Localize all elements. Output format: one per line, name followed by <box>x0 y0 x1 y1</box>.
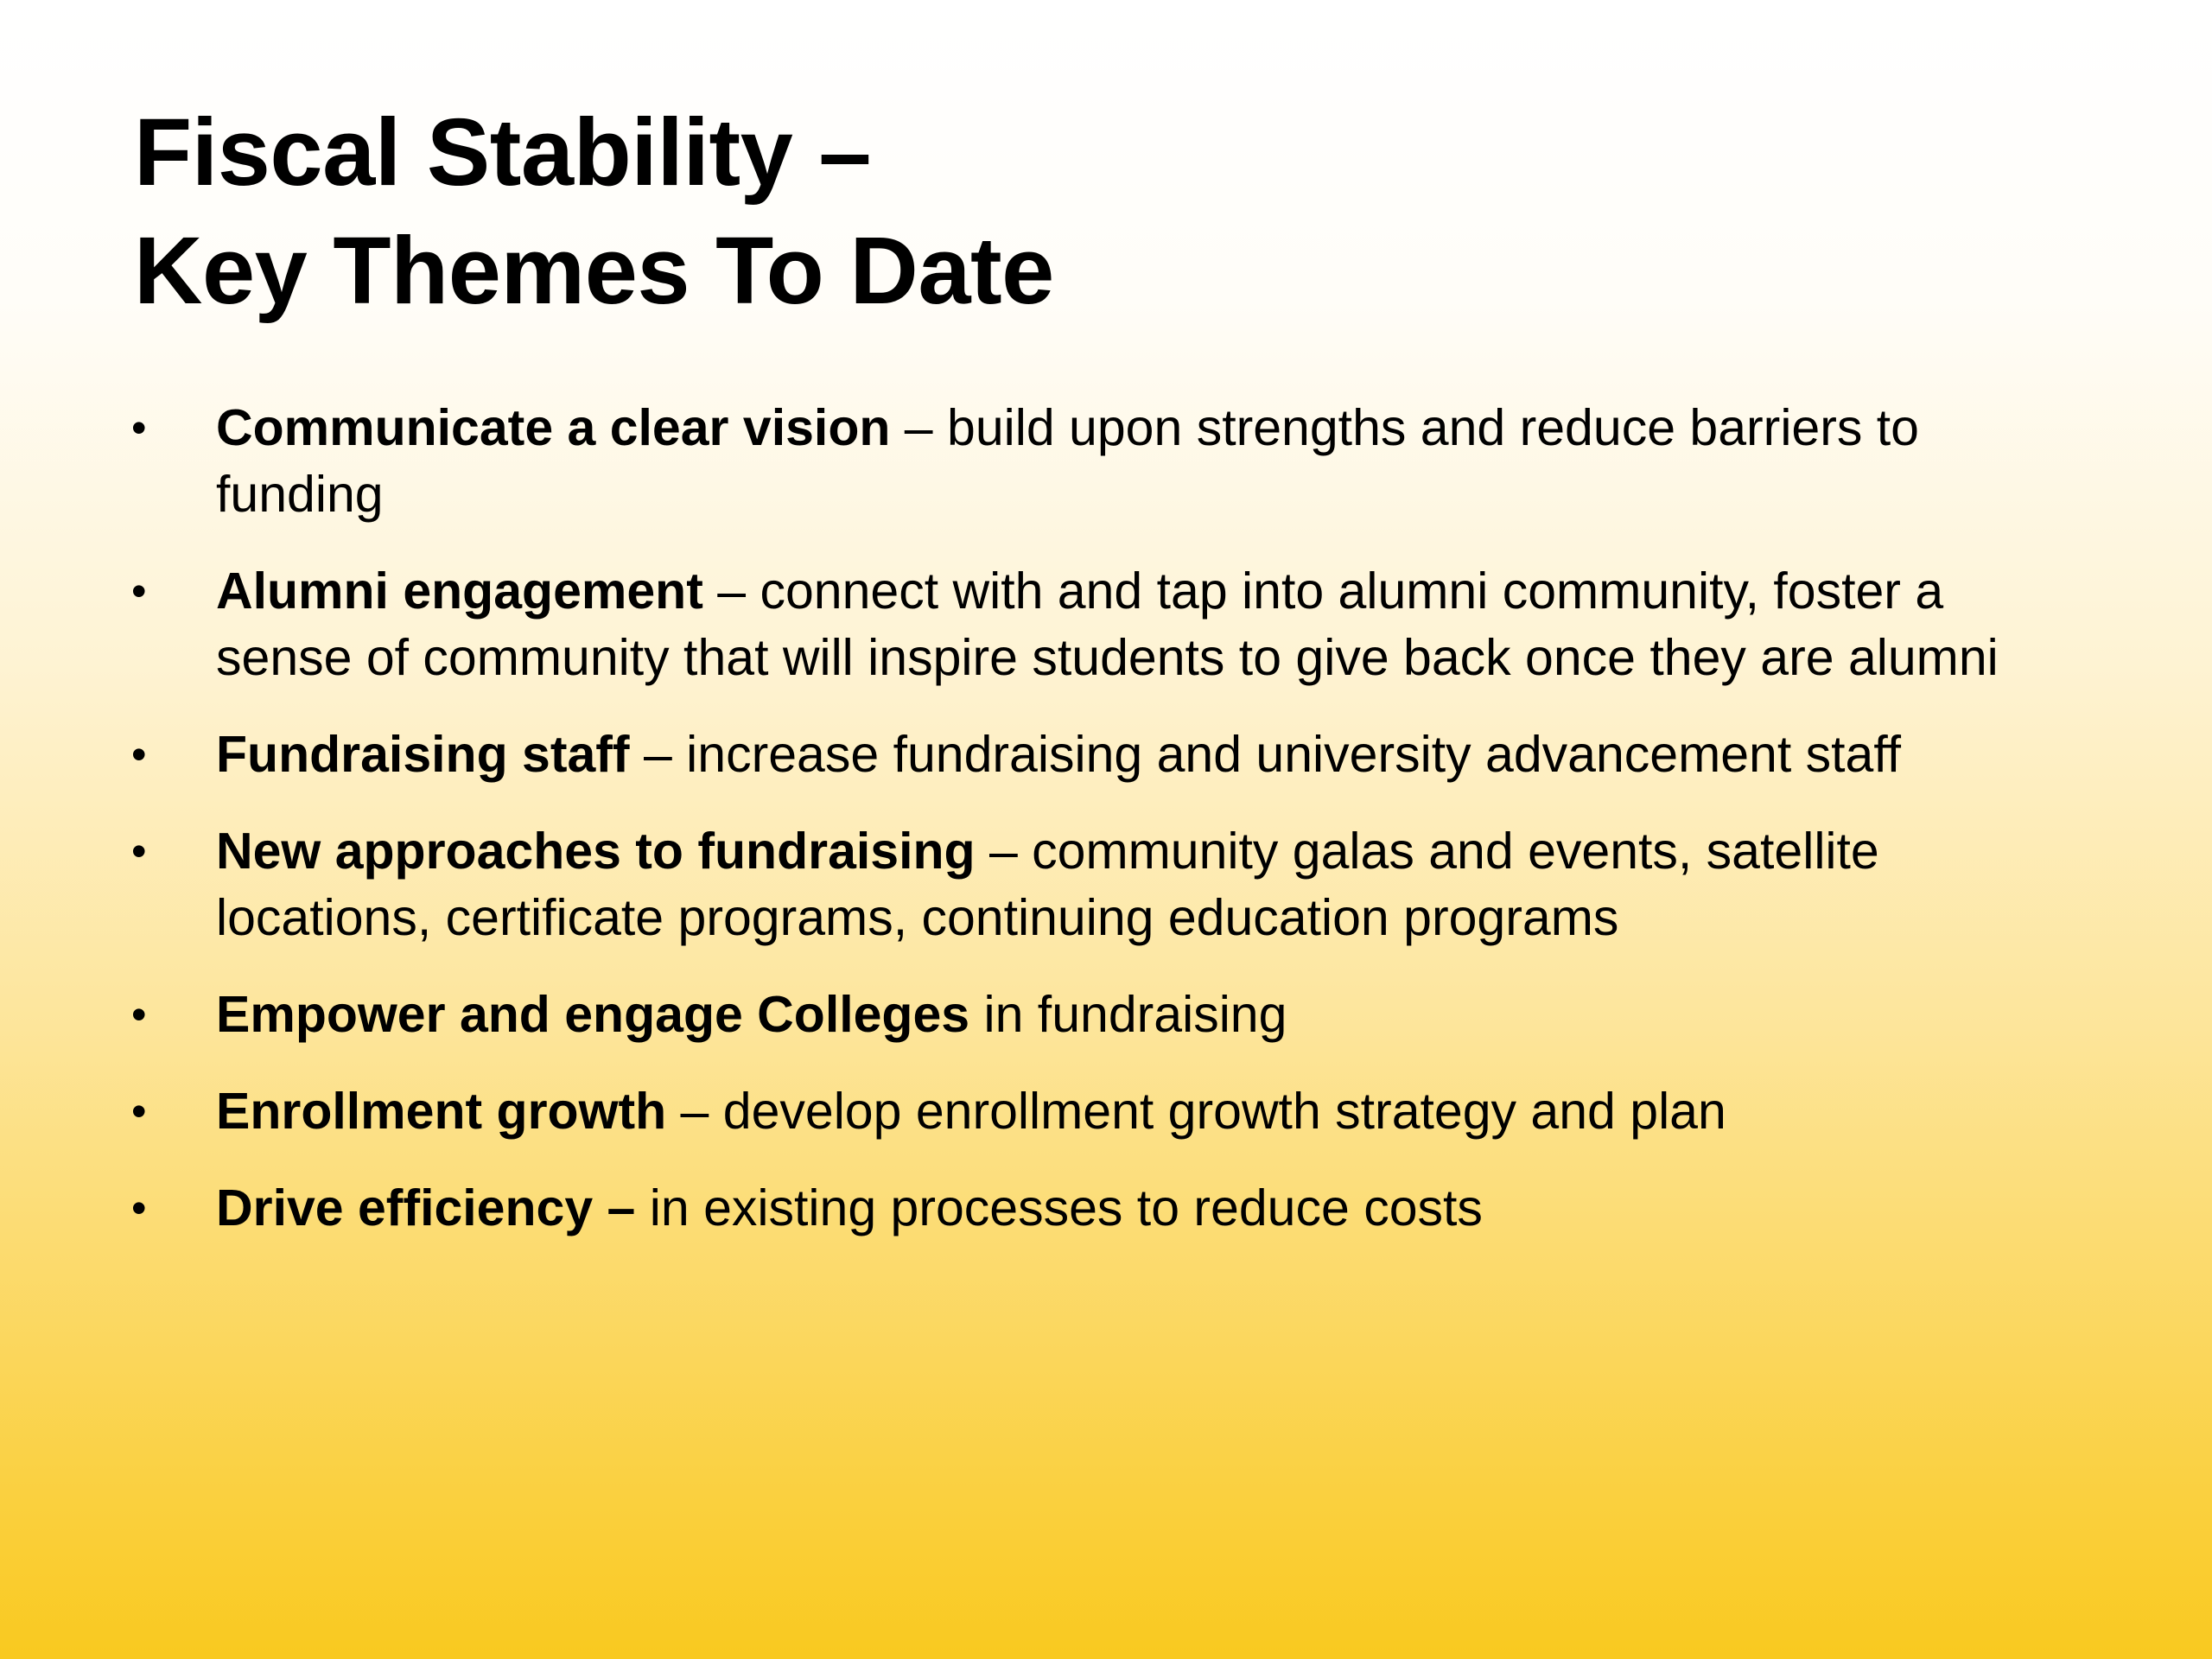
bullet-heading: Fundraising staff <box>216 726 630 783</box>
bullet-item <box>0 1078 2212 1145</box>
title-line-2: Key Themes To Date <box>134 218 1054 324</box>
bullet-text: – connect with and tap into alumni community, foster a sense of community that will inspire students to give back once they are alumni <box>216 563 1999 686</box>
bullet-dot-icon: • <box>131 990 147 1039</box>
bullet-text: in fundraising <box>969 986 1287 1043</box>
bullet-dot-icon: • <box>131 1184 147 1232</box>
slide-title <box>134 93 2035 330</box>
bullet-item <box>0 982 2212 1048</box>
bullet-text: – community galas and events, satellite locations, certificate programs, continuing education programs <box>216 823 1879 946</box>
bullet-item <box>0 818 2212 951</box>
bullet-item <box>0 558 2212 691</box>
bullet-item <box>0 721 2212 788</box>
bullet-dot-icon: • <box>131 827 147 875</box>
bullet-heading: Communicate a clear vision <box>216 399 891 456</box>
bullet-dot-icon: • <box>131 1087 147 1135</box>
bullet-text: – develop enrollment growth strategy and plan <box>666 1083 1726 1140</box>
bullet-heading: Enrollment growth <box>216 1083 667 1140</box>
bullet-dot-icon: • <box>131 404 147 452</box>
bullet-text: – increase fundraising and university advancement staff <box>629 726 1902 783</box>
bullet-heading: New approaches to fundraising <box>216 823 976 880</box>
bullet-text: – build upon strengths and reduce barriers to funding <box>216 399 1919 523</box>
bullet-dot-icon: • <box>131 567 147 615</box>
bullet-item <box>0 1175 2212 1242</box>
bullet-heading: Drive efficiency – <box>216 1179 636 1236</box>
bullet-text: in existing processes to reduce costs <box>635 1179 1483 1236</box>
bullet-heading: Empower and engage Colleges <box>216 986 970 1043</box>
title-line-1: Fiscal Stability – <box>134 99 872 206</box>
bullet-item <box>0 395 2212 528</box>
bullet-dot-icon: • <box>131 730 147 779</box>
bullet-heading: Alumni engagement <box>216 563 703 620</box>
bullet-list <box>0 395 2212 1272</box>
